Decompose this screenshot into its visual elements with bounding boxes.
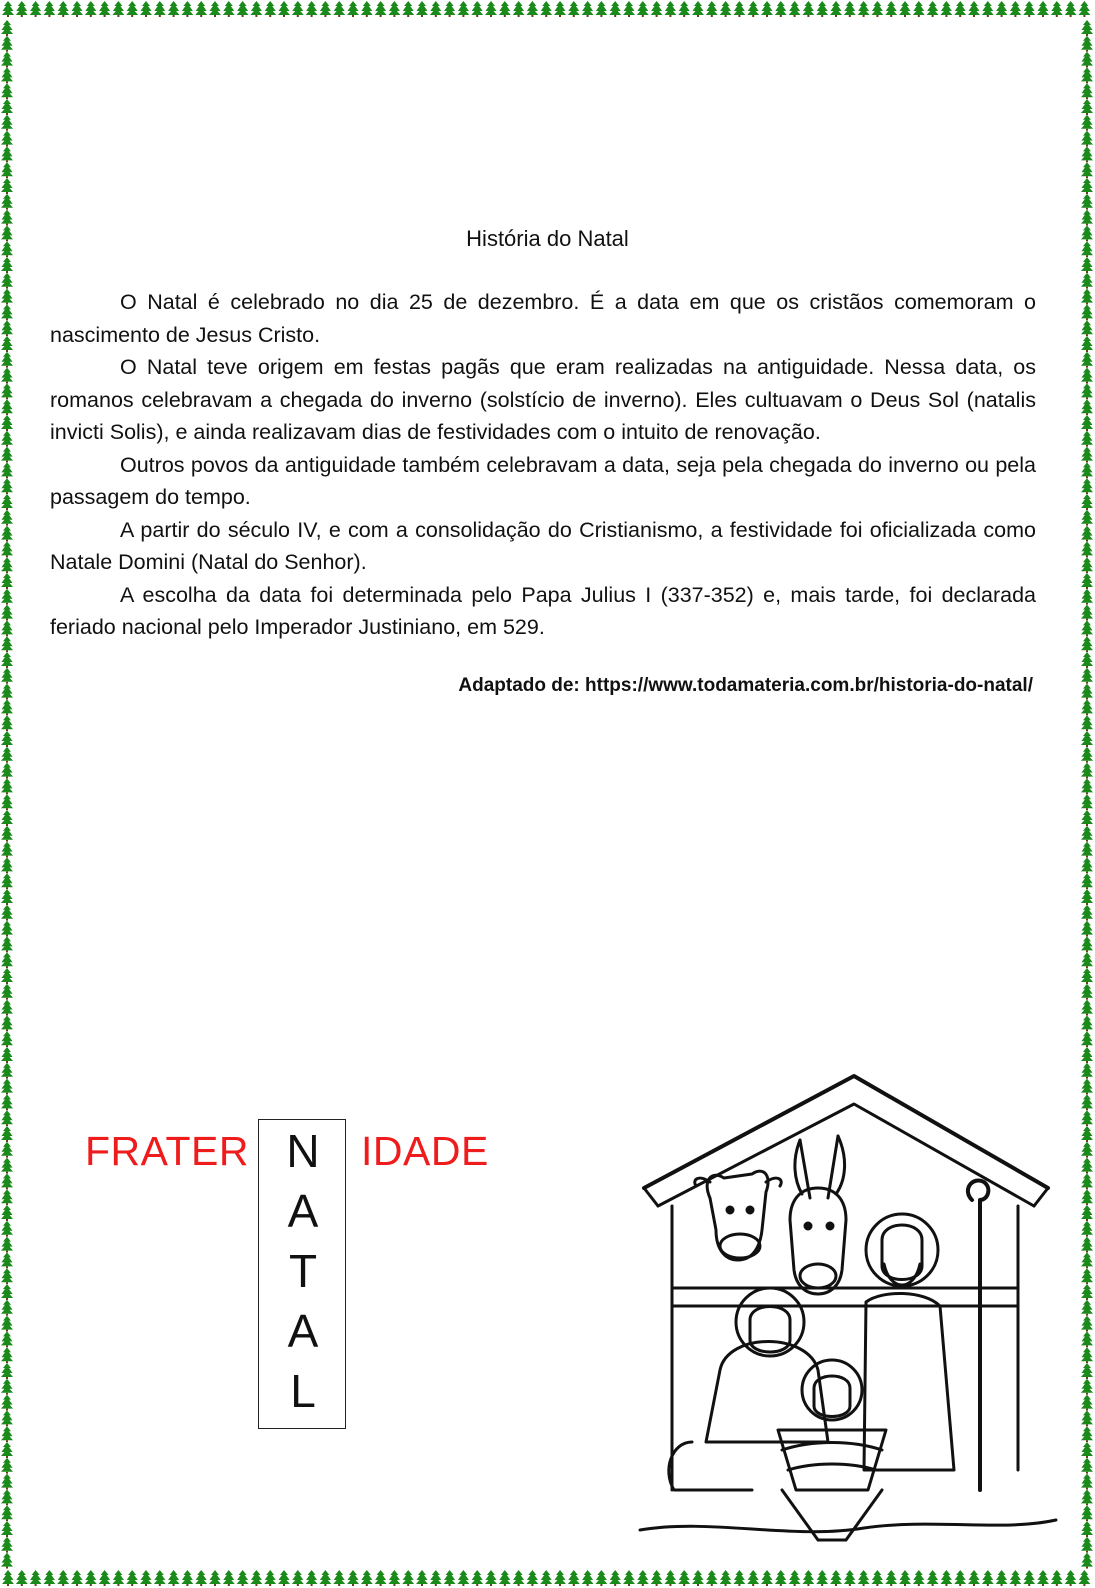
paragraph-2: O Natal teve origem em festas pagãs que eram realizadas na antiguidade. Nessa data, os romanos celebravam a chegada do inverno (solstício de inverno). Eles cultuavam o Deus Sol (natalis invicti Solis), e ainda realizavam dias de festividades com o intuito de renovação. (50, 355, 1036, 444)
crossword-word-right: IDADE (361, 1128, 489, 1174)
paragraph-3: Outros povos da antiguidade também celebravam a data, seja pela chegada do inverno ou pela passagem do tempo. (50, 452, 1036, 509)
crossword-letter: T (288, 1245, 318, 1297)
crossword-letter: N (286, 1125, 320, 1177)
page-title: História do Natal (466, 226, 629, 251)
paragraph-5: A escolha da data foi determinada pelo Papa Julius I (337-352) e, mais tarde, foi declarada feriado nacional pelo Imperador Justiniano, em 529. (50, 582, 1036, 639)
crossword-letter: A (287, 1185, 319, 1237)
crossword-vertical-box (258, 1119, 346, 1429)
paragraph-4: A partir do século IV, e com a consolidação do Cristianismo, a festividade foi oficializada como Natale Domini (Natal do Senhor). (50, 517, 1036, 574)
crossword-letter: L (290, 1365, 316, 1417)
nativity-scene-icon (632, 1070, 1064, 1555)
paragraph-1: O Natal é celebrado no dia 25 de dezembro. É a data em que os cristãos comemoram o nascimento de Jesus Cristo. (50, 290, 1036, 347)
source-citation: Adaptado de: https://www.todamateria.com.br/historia-do-natal/ (458, 675, 1033, 696)
crossword-word-left: FRATER (85, 1128, 249, 1174)
crossword-letter: A (287, 1305, 319, 1357)
article-body (50, 286, 1036, 644)
